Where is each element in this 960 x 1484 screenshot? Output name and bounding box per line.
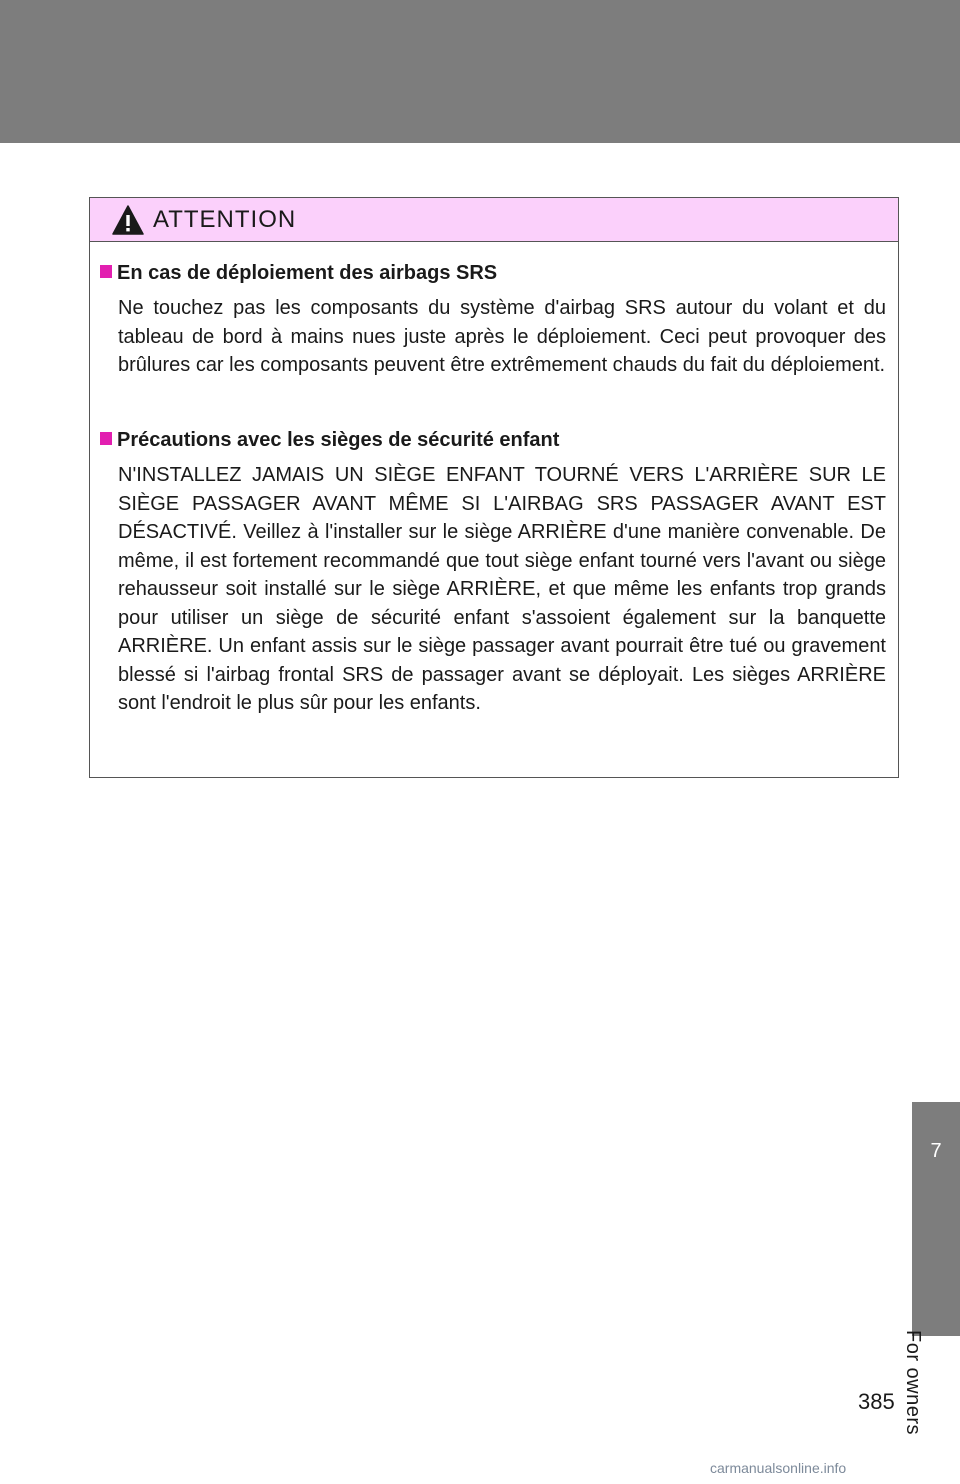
square-bullet-icon: [100, 265, 112, 278]
chapter-label: For owners: [902, 1330, 924, 1436]
warning-triangle-icon: [112, 205, 144, 235]
chapter-tab: [912, 1102, 960, 1336]
header-band: [0, 0, 960, 143]
section-body: Ne touchez pas les composants du système d'airbag SRS autour du volant et du tableau de bord à mains nues juste après le déploiement. Ceci peut provoquer des brûlures car les composants peuvent être extrêmement chauds du fait du déploiement.: [118, 297, 886, 376]
section-heading: En cas de déploiement des airbags SRS: [117, 262, 498, 284]
watermark: carmanualsonline.info: [710, 1460, 847, 1476]
attention-title: ATTENTION: [153, 206, 297, 233]
chapter-number: 7: [930, 1140, 942, 1162]
square-bullet-icon: [100, 432, 112, 445]
attention-header: [90, 198, 898, 242]
page-number: 385: [858, 1389, 895, 1414]
attention-box: [89, 197, 899, 778]
section-heading: Précautions avec les sièges de sécurité enfant: [117, 429, 560, 451]
section-body: N'INSTALLEZ JAMAIS UN SIÈGE ENFANT TOURNÉ VERS L'ARRIÈRE SUR LE SIÈGE PASSAGER AVANT MÊME SI L'AIRBAG SRS PASSAGER AVANT EST DÉSACTIVÉ. Veillez à l'installer sur le siège ARRIÈRE d'une manière convenable. De même, il est fortement recommandé que tout siège enfant tourné vers l'avant ou siège rehausseur soit installé sur le siège ARRIÈRE, et que même les enfants trop grands pour utiliser un siège de sécurité enfant s'assoient également sur la banquette ARRIÈRE. Un enfant assis sur le siège passager avant pourrait être tué ou gravement blessé si l'airbag frontal SRS de passager avant se déployait. Les sièges ARRIÈRE sont l'endroit le plus sûr pour les enfants.: [118, 464, 886, 714]
